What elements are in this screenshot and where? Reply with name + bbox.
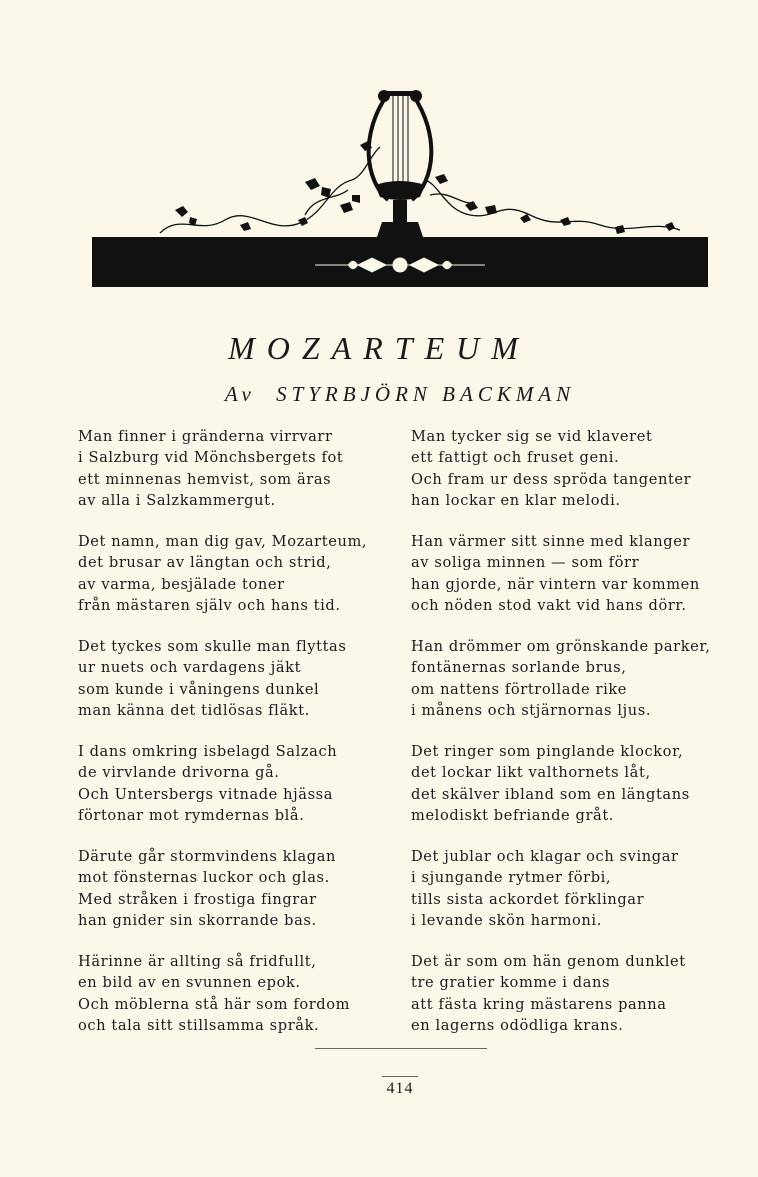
verse-line: Det är som om hän genom dunklet [411, 952, 686, 970]
verse-line: Och Untersbergs vitnade hjässa [78, 785, 334, 803]
verse-line: och nöden stod vakt vid hans dörr. [411, 596, 687, 614]
verse-line: ett minnenas hemvist, som äras [78, 470, 332, 488]
verse-line: mot fönsternas luckor och glas. [78, 869, 330, 887]
verse-line: Man finner i gränderna virrvarr [78, 428, 333, 445]
poem-title: MOZARTEUM [228, 330, 530, 366]
verse-line: han gjorde, när vintern var kommen [411, 575, 700, 593]
author-name: STYRBJÖRN BACKMAN [276, 382, 576, 406]
verse-line: en lagerns odödliga krans. [411, 1016, 624, 1034]
verse-line: ur nuets och vardagens jäkt [78, 659, 302, 677]
verse-line: en bild av en svunnen epok. [78, 974, 301, 992]
verse-line: Härinne är allting så fridfullt, [78, 952, 317, 970]
verse-line: Det namn, man dig gav, Mozarteum, [78, 532, 368, 550]
verse-line: tre gratier komme i dans [411, 974, 611, 992]
stanza [78, 951, 388, 1036]
verse-line: Man tycker sig se vid klaveret [411, 428, 653, 445]
stanza [411, 531, 731, 616]
verse-line: Det jublar och klagar och svingar [411, 847, 679, 865]
poem-column-right [411, 426, 731, 1056]
verse-line: Det tyckes som skulle man flyttas [78, 637, 347, 655]
byline [0, 382, 758, 407]
page-number-rule [382, 1076, 418, 1077]
verse-line: i Salzburg vid Mönchsbergets fot [78, 449, 344, 467]
verse-line: fontänernas sorlande brus, [411, 659, 627, 677]
verse-line: Han värmer sitt sinne med klanger [411, 532, 691, 550]
verse-line: Därute går stormvindens klagan [78, 847, 336, 865]
verse-line: från mästaren själv och hans tid. [78, 596, 341, 614]
verse-line: Och fram ur dess spröda tangenter [411, 470, 692, 488]
verse-line: som kunde i våningens dunkel [78, 680, 320, 698]
verse-line: man känna det tidlösas fläkt. [78, 701, 310, 719]
page-number: 414 [386, 1080, 414, 1097]
verse-line: han gnider sin skorrande bas. [78, 911, 317, 929]
verse-line: tills sista ackordet förklingar [411, 890, 645, 908]
stanza [411, 426, 731, 511]
verse-line: i levande skön harmoni. [411, 911, 602, 929]
verse-line: att fästa kring mästarens panna [411, 995, 667, 1013]
stanza [78, 531, 388, 616]
verse-line: Med stråken i frostiga fingrar [78, 890, 317, 908]
lyre-ornament-icon [90, 85, 710, 290]
footer-divider [315, 1048, 487, 1049]
verse-line: de virvlande drivorna gå. [78, 764, 280, 782]
verse-line: och tala sitt stillsamma språk. [78, 1016, 320, 1034]
stanza [411, 951, 731, 1036]
verse-line: han lockar en klar melodi. [411, 491, 621, 509]
verse-line: det brusar av längtan och strid, [78, 554, 332, 572]
verse-line: i sjungande rytmer förbi, [411, 869, 612, 887]
poem-column-left [78, 426, 388, 1056]
verse-line: Och möblerna stå här som fordom [78, 995, 351, 1013]
verse-line: av soliga minnen — som förr [411, 554, 640, 572]
verse-line: ett fattigt och fruset geni. [411, 449, 620, 467]
verse-line: I dans omkring isbelagd Salzach [78, 742, 338, 760]
stanza [411, 636, 731, 721]
verse-line: om nattens förtrollade rike [411, 680, 628, 698]
stanza [78, 846, 388, 931]
verse-line: melodiskt befriande gråt. [411, 806, 615, 824]
verse-line: i månens och stjärnornas ljus. [411, 701, 652, 719]
verse-line: det lockar likt valthornets låt, [411, 764, 651, 782]
verse-line: av alla i Salzkammergut. [78, 491, 276, 509]
stanza [78, 741, 388, 826]
byline-prefix: Av [224, 382, 256, 406]
verse-line: Han drömmer om grönskande parker, [411, 637, 711, 655]
stanza [78, 636, 388, 721]
stanza [411, 846, 731, 931]
stanza [411, 741, 731, 826]
verse-line: det skälver ibland som en längtans [411, 785, 690, 803]
stanza [78, 426, 388, 511]
verse-line: Det ringer som pinglande klockor, [411, 742, 684, 760]
verse-line: förtonar mot rymdernas blå. [78, 806, 305, 824]
verse-line: av varma, besjälade toner [78, 575, 285, 593]
